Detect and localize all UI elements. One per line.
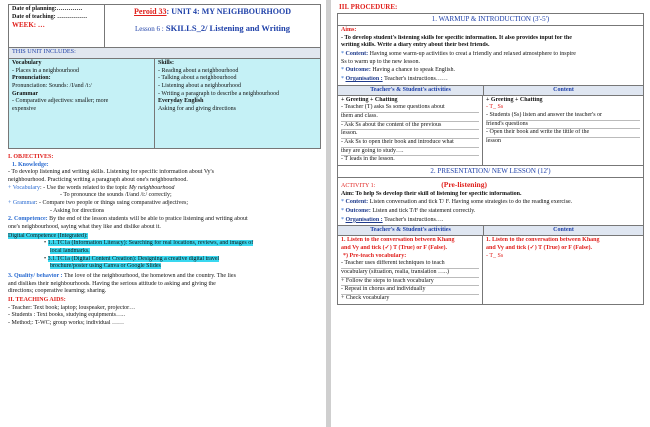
grammar-item: - Comparative adjectives: smaller; more — [12, 98, 109, 105]
content-line: 1. Listen to the conversation between Khang — [486, 237, 600, 244]
aim-text: Aim: To help Ss develop their skill of listening for specific information. — [341, 190, 522, 197]
quality-text: The love of the neighbourhood, the hometown and the country. The lies — [63, 273, 236, 280]
grammar-text: - Asking for directions — [50, 207, 105, 214]
period-unit-title — [108, 7, 317, 17]
activity-line: + Greeting + Chatting — [341, 96, 398, 103]
quality-text: directions; cooperative learning; sharing. — [8, 288, 107, 295]
vocabulary-text: : - Use the words related to the topic — [40, 184, 128, 191]
vocabulary-label: + Vocabulary — [8, 184, 40, 191]
pronunciation-heading: Pronunciation: — [12, 75, 51, 82]
digital-competence-heading: Digital Competence (Integrated): — [8, 232, 88, 239]
digital-competence-list — [44, 240, 321, 271]
activity-title: (Pre-listening) — [441, 180, 487, 190]
skills-heading: Skills: — [158, 60, 175, 66]
competence-line — [8, 216, 321, 224]
warmup-content-col — [483, 96, 643, 165]
grammar-item-cont: expensive — [12, 106, 36, 113]
grammar-heading: Grammar — [12, 90, 38, 97]
skills-column — [155, 59, 320, 148]
competence-text: one's neighbourhood, saying what they like and dislike about it. — [8, 224, 161, 231]
knowledge-text: neighbourhood. Practicing writing a paragraph about one's neighbourhood. — [8, 177, 188, 184]
warmup-activities-table — [338, 96, 643, 165]
activities-table-header — [338, 85, 643, 96]
content-text: Having some warm-up activities to creat a friendly and relaxed atmostphere to inspire — [369, 50, 576, 57]
unit-label: : UNIT 4: MY NEIGHBOURHOOD — [166, 7, 291, 16]
activity-line: - T leads in the lesson. — [341, 156, 395, 163]
activity-line: - Ask Ss about the content of the previous — [341, 122, 479, 131]
digital-item-text: brochure/poster using Canva or Google Slides — [50, 263, 161, 270]
activity-line: + Follow the steps to teach vocabulary — [341, 278, 479, 287]
vocabulary-topic: My neighbourhood — [128, 184, 175, 191]
organisation-text: Teacher's instructions…. — [384, 216, 444, 223]
activity-line: + Check vocabulary — [341, 295, 390, 302]
prelistening-activities-table — [338, 236, 643, 303]
activity-line: them and class. — [341, 113, 479, 122]
content-header: Content — [553, 227, 574, 234]
organisation-label: Organisation : — [345, 75, 383, 82]
content-line: - T_ Ss — [486, 104, 504, 111]
skills-item: - Listening about a neighbourhood — [158, 83, 241, 90]
activity-line: vocabulary (situation, realia, translation …..) — [341, 269, 479, 278]
knowledge-text: - To develop listening and writing skills. Listening for specific information about Vy's — [8, 169, 214, 176]
competence-heading: 2. Competence: — [8, 216, 48, 223]
content-header: Content — [553, 86, 574, 93]
teaching-aids-heading: II. TEACHING AIDS: — [8, 297, 66, 304]
unit-includes-table — [8, 59, 321, 149]
warmup-activities-col — [338, 96, 483, 165]
presentation-heading: 2. PRESENTATION/ NEW LESSON (12') — [338, 166, 643, 178]
vocabulary-line — [8, 185, 321, 193]
warmup-heading: 1. WARMUP & INTRODUCTION (3'-5') — [338, 14, 643, 26]
content-text: Ss to warm up to the new lesson. — [341, 58, 420, 65]
activity-line: *) Pre-teach vocabulary: — [343, 252, 407, 259]
presentation-info: ACTIVITY 1: (Pre-listening) Aim: To help Ss develop their skill of listening for specific information. * Content: Listen conversation and tick T/ F. Having some strategies to do the reading exercise. * Outcome: Listen and tick T/F the statement correctly. * Organisation : Teacher's instructions…. — [338, 178, 643, 225]
grammar-line — [8, 200, 321, 208]
teaching-aids-item: - Teacher: Text book; laptop; louspeaker, projector… — [8, 304, 136, 311]
activity-line: - Ask Ss to open their book and introduce what — [341, 139, 479, 148]
content-label: Content: — [345, 199, 369, 206]
activity-line: lesson. — [341, 130, 479, 139]
activity-line: - Repeat in chorus and individually — [341, 286, 479, 295]
activity-line: - Teacher uses different techniques to teach — [341, 260, 479, 269]
warmup-section — [337, 13, 644, 166]
activity-label: ACTIVITY 1: — [341, 183, 376, 190]
organisation-label: Organisation : — [345, 216, 383, 223]
content-line: and Vy and tick (✓) T (True) or F (False). — [486, 245, 593, 252]
activity-line: and Vy and tick (✓) T (True) or F (False). — [341, 245, 448, 252]
everyday-english-heading: Everyday English — [158, 98, 204, 105]
aims-text: - To develop student's listening skills for specific information. It also provides input for the — [341, 34, 572, 41]
skills-item: - Writing a paragraph to describe a neighbourhood — [158, 90, 280, 97]
quality-line — [8, 273, 321, 281]
warmup-info: Aims: - To develop student's listening skills for specific information. It also provides input for the writing skills. Write a diary entry about their best friends. * Content: Having some warm-up activities to creat a friendly and relaxed atmostphere to inspire Ss to warm up to the new lesson. * Outcome: Having a chance to speak English. * Organisation : Teacher's instructions…… — [338, 26, 643, 85]
header-dates-cell — [9, 5, 105, 47]
date-of-teaching: Date of teaching: …………… — [12, 13, 88, 20]
period-label: Peroid 33 — [134, 7, 167, 16]
competence-text: By the end of the lesson students will be able to pratice listening and writing about — [49, 216, 248, 223]
outcome-label: Outcome: — [345, 67, 371, 74]
teacher-student-header: Teacher's & Student's activities — [338, 86, 484, 95]
objectives-heading: I. OBJECTIVES: — [8, 154, 54, 160]
objectives-section — [8, 154, 321, 328]
digital-item: • 3.1.TC1a (Digital Content Creation): Designing a creative digital travel — [44, 255, 220, 262]
quality-heading: 3. Quality/ behavior : — [8, 273, 63, 280]
lesson-plan-page-right — [331, 0, 650, 427]
pronunciation-item: Pronunciation: Sounds: /I/and /i:/ — [12, 83, 92, 90]
quality-text: and dislikes their neighbourhoods. Having the serious attitude to asking and giving the — [8, 280, 216, 287]
teaching-aids-item: - Students : Text books, studying equipments….. — [8, 312, 125, 319]
lesson-label: Lesson 6 : — [134, 25, 164, 34]
vocabulary-heading: Vocabulary — [12, 60, 42, 66]
week-label: WEEK: … — [12, 21, 45, 30]
header-table — [8, 4, 321, 48]
lesson-title — [108, 23, 317, 34]
digital-item-text: 1.1.TC1a (Information Literacy): Searching for real locations, reviews, and images of — [47, 240, 254, 247]
activity-line: 1. Listen to the conversation between Khang — [341, 237, 455, 244]
activity-line: they are going to study…. — [341, 148, 479, 157]
vocabulary-column — [9, 59, 155, 148]
procedure-heading: III. PROCEDURE: — [339, 3, 398, 11]
activity-line: - Teacher (T) asks Ss some questions about — [341, 104, 479, 113]
aims-label: Aims: — [341, 26, 357, 33]
date-of-planning: Date of planning:…………. — [12, 6, 83, 12]
content-line: - Students (Ss) listen and answer the teacher's or — [486, 112, 640, 121]
skills-item: - Reading about a neighbourhood — [158, 67, 239, 74]
prelistening-content-col — [483, 236, 643, 303]
content-line: lesson — [486, 138, 501, 145]
organisation-text: Teacher's instructions…… — [384, 75, 448, 82]
skills-item: - Talking about a neighbourhood — [158, 75, 237, 82]
outcome-text: Listen and tick T/F the statement correctly. — [372, 208, 476, 215]
digital-item: • 1.1.TC1a (Information Literacy): Searching for real locations, reviews, and images of — [44, 240, 254, 247]
content-line: friend's questions — [486, 121, 640, 130]
digital-item-text: 3.1.TC1a (Digital Content Creation): Designing a creative digital travel — [47, 255, 220, 262]
presentation-section — [337, 166, 644, 305]
unit-includes-banner: THIS UNIT INCLUDES: — [8, 48, 321, 59]
teaching-aids-item: - Method;: T-WC; group works; individual …… — [8, 320, 124, 327]
content-text: Listen conversation and tick T/ F. Having some strategies to do the reading exercise. — [369, 199, 573, 206]
content-line: + Greeting + Chatting — [486, 96, 543, 103]
outcome-text: Having a chance to speak English. — [372, 67, 455, 74]
activities-table-header — [338, 225, 643, 236]
header-title-cell — [105, 5, 320, 47]
everyday-english-item: Asking for and giving directions — [158, 106, 236, 113]
prelistening-activities-col — [338, 236, 483, 303]
teacher-student-header: Teacher's & Student's activities — [338, 226, 484, 235]
vocabulary-item: - Places in a neighbourhood — [12, 67, 79, 74]
grammar-text: : - Compare two people or things using comparative adjectives; — [35, 200, 189, 207]
content-line: - Open their book and write the tittle of the — [486, 129, 640, 138]
content-line: - T_ Ss — [486, 252, 504, 259]
digital-item-text: local landmarks. — [50, 248, 90, 255]
content-label: Content: — [345, 50, 369, 57]
pronunciation-text: - To pronounce the sounds /I/and /i:/ correctly; — [60, 192, 172, 199]
outcome-label: Outcome: — [345, 208, 371, 215]
aims-text: writing skills. Write a diary entry about their best friends. — [341, 42, 490, 49]
knowledge-heading: 1. Knowledge: — [12, 161, 49, 168]
lesson-name: SKILLS_2/ Listening and Writing — [165, 23, 291, 34]
grammar-label: + Grammar — [8, 200, 36, 207]
